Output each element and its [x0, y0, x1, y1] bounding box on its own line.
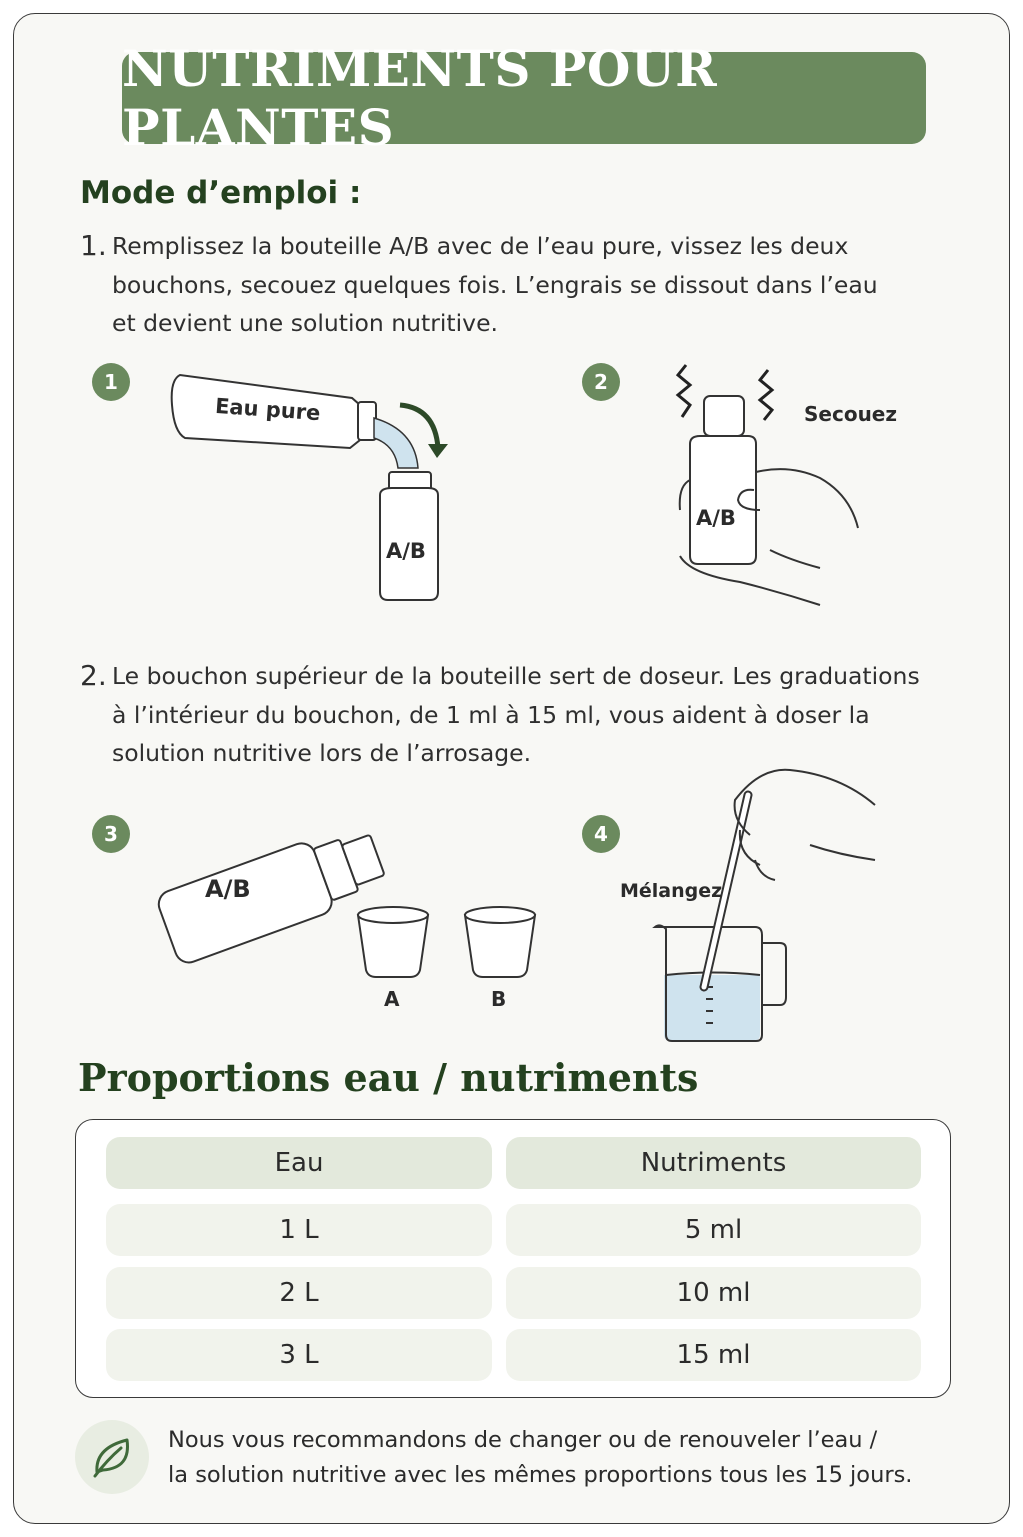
- ab-label: A/B: [386, 539, 426, 563]
- beaker-water: [664, 975, 760, 1040]
- measuring-cup-a: [358, 915, 428, 977]
- table-cell-eau: 2 L: [106, 1267, 492, 1319]
- shake-lines-right-icon: [760, 370, 772, 420]
- table-cell-eau: 1 L: [106, 1204, 492, 1256]
- step-1-number: 1.: [80, 229, 107, 262]
- care-note-line: Nous vous recommandons de changer ou de renouveler l’eau /: [168, 1427, 878, 1453]
- measuring-cup-b: [465, 915, 535, 977]
- title-banner: [122, 39, 926, 157]
- care-note: [168, 1423, 912, 1493]
- page-title: NUTRIMENTS POUR PLANTES: [122, 39, 718, 157]
- step-badge-1: 1: [92, 363, 130, 401]
- ab-label: A/B: [205, 875, 251, 903]
- dose-illustration: [150, 825, 550, 1020]
- table-cell-nutriments: 10 ml: [506, 1267, 921, 1319]
- step-2-number: 2.: [80, 659, 107, 692]
- water-line: [666, 973, 760, 976]
- shake-lines-left-icon: [678, 365, 690, 417]
- step-1-line: bouchons, secouez quelques fois. L’engrais se dissout dans l’eau: [112, 270, 878, 299]
- care-note-line: la solution nutritive avec les mêmes proportions tous les 15 jours.: [168, 1462, 913, 1488]
- ab-label: A/B: [696, 506, 736, 530]
- table-cell-nutriments: 5 ml: [506, 1204, 921, 1256]
- eau-pure-label: Eau pure: [214, 393, 322, 426]
- proportions-heading: Proportions eau / nutriments: [78, 1055, 699, 1100]
- cup-b-label: B: [491, 987, 507, 1011]
- hand-outline: [735, 770, 875, 880]
- step-2-text: [80, 657, 920, 773]
- step-1-line: Remplissez la bouteille A/B avec de l’eau pure, vissez les deux: [112, 232, 849, 260]
- step-1-text: [80, 227, 878, 343]
- table-header-eau: Eau: [106, 1137, 492, 1189]
- cup-b-rim: [465, 907, 535, 923]
- shake-illustration: [660, 360, 900, 615]
- step-badge-2: 2: [582, 363, 620, 401]
- bottle-cap: [704, 396, 744, 436]
- proportions-table: [75, 1119, 951, 1398]
- step-badge-3: 3: [92, 815, 130, 853]
- secouez-label: Secouez: [804, 402, 898, 426]
- table-header-nutriments: Nutriments: [506, 1137, 921, 1189]
- table-cell-eau: 3 L: [106, 1329, 492, 1381]
- table-cell-nutriments: 15 ml: [506, 1329, 921, 1381]
- pour-water-illustration: [160, 360, 460, 610]
- water-stream: [374, 418, 418, 468]
- beaker-handle: [762, 943, 786, 1005]
- step-2-line: solution nutritive lors de l’arrosage.: [112, 739, 532, 767]
- melangez-label: Mélangez: [620, 880, 723, 902]
- step-2-line: à l’intérieur du bouchon, de 1 ml à 15 ml, vous aident à doser la: [112, 700, 870, 729]
- step-2-line: Le bouchon supérieur de la bouteille sert de doseur. Les graduations: [112, 662, 920, 690]
- arrow-head-icon: [428, 444, 448, 458]
- cup-a-label: A: [384, 987, 400, 1011]
- mode-heading: Mode d’emploi :: [80, 175, 362, 211]
- cup-a-rim: [358, 907, 428, 923]
- mix-illustration: [610, 765, 880, 1047]
- step-1-line: et devient une solution nutritive.: [112, 309, 499, 337]
- leaf-icon: [75, 1420, 149, 1494]
- step-badge-4: 4: [582, 815, 620, 853]
- ab-bottle: [690, 436, 756, 564]
